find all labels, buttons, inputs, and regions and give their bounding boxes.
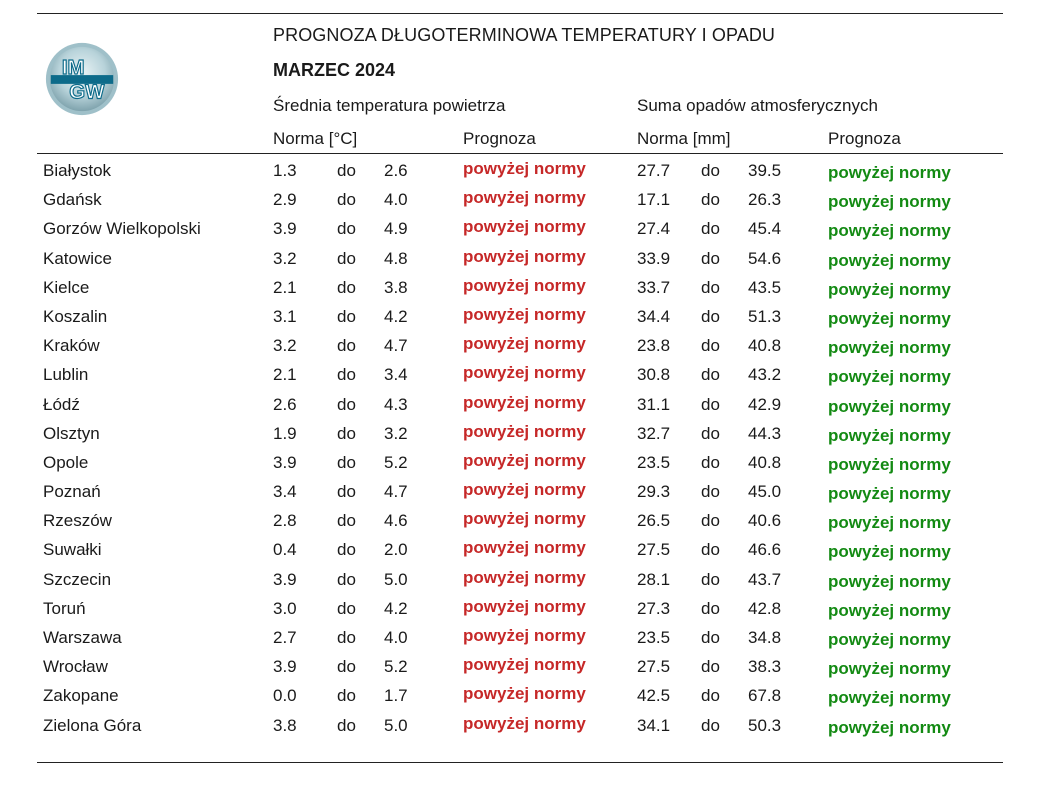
precip-forecast: powyżej normy <box>828 221 951 241</box>
precip-range-sep: do <box>701 657 720 677</box>
city-name: Zakopane <box>43 686 119 706</box>
temp-range-sep: do <box>337 365 356 385</box>
precip-norm-max: 40.8 <box>748 336 782 356</box>
precip-norm-max: 43.5 <box>748 277 782 297</box>
precip-forecast: powyżej normy <box>828 250 951 270</box>
temp-range-sep: do <box>337 598 356 618</box>
temp-range-sep: do <box>337 569 356 589</box>
bottom-rule <box>37 762 1003 763</box>
precip-range-sep: do <box>701 686 720 706</box>
temp-norm-min: 2.1 <box>273 365 297 385</box>
temp-norm-min: 2.6 <box>273 394 297 414</box>
precip-norm-max: 43.2 <box>748 365 782 385</box>
header-rule <box>37 153 1003 154</box>
precip-range-sep: do <box>701 569 720 589</box>
precip-range-sep: do <box>701 482 720 502</box>
precip-norm-min: 27.5 <box>637 657 671 677</box>
table-row <box>0 157 1043 186</box>
temp-norm-min: 3.1 <box>273 306 297 326</box>
precip-range-sep: do <box>701 423 720 443</box>
temp-forecast: powyżej normy <box>463 509 586 529</box>
table-row <box>0 391 1043 420</box>
precip-forecast: powyżej normy <box>828 630 951 649</box>
temp-norm-max: 2.0 <box>384 540 408 560</box>
precip-range-sep: do <box>701 277 720 297</box>
city-name: Rzeszów <box>43 511 112 531</box>
table-row <box>0 478 1043 507</box>
page-title: PROGNOZA DŁUGOTERMINOWA TEMPERATURY I OPADU <box>273 25 776 45</box>
temp-forecast: powyżej normy <box>463 275 586 295</box>
precip-norm-max: 34.8 <box>748 628 782 647</box>
city-name: Kraków <box>43 336 100 356</box>
precip-forecast: powyżej normy <box>828 484 951 504</box>
temp-norm-min: 3.2 <box>273 248 297 268</box>
precip-norm-max: 40.8 <box>748 452 782 472</box>
temp-norm-max: 4.2 <box>384 598 408 618</box>
temp-norm-max: 5.0 <box>384 569 408 589</box>
city-name: Wrocław <box>43 657 108 677</box>
precip-forecast: powyżej normy <box>828 338 951 358</box>
city-name: Opole <box>43 452 89 472</box>
precip-norm-min: 27.4 <box>637 219 671 239</box>
temp-range-sep: do <box>337 511 356 531</box>
temp-norm-min: 2.7 <box>273 628 297 647</box>
temperature-forecast-header: Prognoza <box>463 129 536 148</box>
table-row <box>0 449 1043 478</box>
temp-norm-min: 3.2 <box>273 336 297 356</box>
temp-norm-max: 4.7 <box>384 482 408 502</box>
temp-forecast: powyżej normy <box>463 480 586 500</box>
precip-norm-min: 34.1 <box>637 715 671 735</box>
temp-forecast: powyżej normy <box>463 450 586 470</box>
table-row <box>0 245 1043 274</box>
precip-norm-min: 23.8 <box>637 336 671 356</box>
table-row <box>0 361 1043 390</box>
temp-forecast: powyżej normy <box>463 363 586 383</box>
precipitation-group-header: Suma opadów atmosferycznych <box>637 96 878 115</box>
temp-norm-min: 2.1 <box>273 277 297 297</box>
temp-forecast: powyżej normy <box>463 334 586 354</box>
table-row <box>0 303 1043 332</box>
temp-norm-max: 3.2 <box>384 423 408 443</box>
temp-forecast: powyżej normy <box>463 304 586 324</box>
precip-norm-max: 50.3 <box>748 715 782 735</box>
precip-norm-min: 23.5 <box>637 452 671 472</box>
temp-forecast: powyżej normy <box>463 188 586 208</box>
temp-range-sep: do <box>337 715 356 735</box>
temp-norm-min: 3.9 <box>273 219 297 239</box>
table-row <box>0 536 1043 565</box>
precip-forecast: powyżej normy <box>828 600 951 620</box>
temp-forecast: powyżej normy <box>463 567 586 587</box>
city-name: Poznań <box>43 482 101 502</box>
table-row <box>0 712 1043 741</box>
temp-forecast: powyżej normy <box>463 246 586 266</box>
temp-forecast: powyżej normy <box>463 421 586 441</box>
table-row <box>0 186 1043 215</box>
precip-norm-max: 42.8 <box>748 598 782 618</box>
precip-norm-max: 45.0 <box>748 482 782 502</box>
city-name: Łódź <box>43 394 80 414</box>
temp-norm-max: 5.2 <box>384 452 408 472</box>
precip-range-sep: do <box>701 306 720 326</box>
precip-range-sep: do <box>701 598 720 618</box>
precip-range-sep: do <box>701 628 720 647</box>
precip-norm-max: 26.3 <box>748 190 782 210</box>
precipitation-norm-header: Norma [mm] <box>637 129 731 148</box>
precip-norm-min: 33.7 <box>637 277 671 297</box>
precip-range-sep: do <box>701 219 720 239</box>
table-row <box>0 507 1043 536</box>
precip-norm-min: 32.7 <box>637 423 671 443</box>
temp-norm-max: 4.6 <box>384 511 408 531</box>
precip-range-sep: do <box>701 248 720 268</box>
table-row <box>0 624 1043 653</box>
city-name: Białystok <box>43 161 112 180</box>
precip-norm-max: 38.3 <box>748 657 782 677</box>
temperature-group-header: Średnia temperatura powietrza <box>273 96 506 115</box>
svg-text:IM: IM <box>61 56 85 80</box>
temp-norm-min: 3.8 <box>273 715 297 735</box>
precip-norm-min: 34.4 <box>637 306 671 326</box>
precip-forecast: powyżej normy <box>828 396 951 416</box>
precip-range-sep: do <box>701 161 720 180</box>
city-name: Kielce <box>43 277 90 297</box>
table-row <box>0 653 1043 682</box>
precip-norm-max: 39.5 <box>748 161 782 180</box>
temp-norm-max: 2.6 <box>384 161 408 180</box>
precip-forecast: powyżej normy <box>828 717 951 737</box>
temp-norm-min: 3.9 <box>273 569 297 589</box>
temp-norm-max: 1.7 <box>384 686 408 706</box>
temp-forecast: powyżej normy <box>463 538 586 558</box>
temp-norm-max: 4.0 <box>384 628 408 647</box>
table-row <box>0 566 1043 595</box>
precip-forecast: powyżej normy <box>828 192 951 212</box>
precip-norm-min: 42.5 <box>637 686 671 706</box>
temp-forecast: powyżej normy <box>463 392 586 412</box>
temp-forecast: powyżej normy <box>463 626 586 645</box>
temp-norm-max: 5.0 <box>384 715 408 735</box>
city-name: Olsztyn <box>43 423 100 443</box>
temp-range-sep: do <box>337 161 356 180</box>
temp-range-sep: do <box>337 277 356 297</box>
temp-norm-max: 4.3 <box>384 394 408 414</box>
precip-norm-min: 30.8 <box>637 365 671 385</box>
precip-norm-min: 28.1 <box>637 569 671 589</box>
city-name: Lublin <box>43 365 89 385</box>
temp-forecast: powyżej normy <box>463 217 586 237</box>
precip-range-sep: do <box>701 511 720 531</box>
precip-forecast: powyżej normy <box>828 542 951 562</box>
precip-range-sep: do <box>701 190 720 210</box>
table-row <box>0 420 1043 449</box>
precip-norm-min: 27.7 <box>637 161 671 180</box>
temp-range-sep: do <box>337 394 356 414</box>
precip-norm-max: 46.6 <box>748 540 782 560</box>
precip-forecast: powyżej normy <box>828 279 951 299</box>
precip-range-sep: do <box>701 540 720 560</box>
precip-forecast: powyżej normy <box>828 571 951 591</box>
precipitation-forecast-header: Prognoza <box>828 129 901 148</box>
precip-range-sep: do <box>701 365 720 385</box>
precip-norm-min: 27.5 <box>637 540 671 560</box>
temp-forecast: powyżej normy <box>463 596 586 616</box>
precip-norm-max: 54.6 <box>748 248 782 268</box>
temp-forecast: powyżej normy <box>463 655 586 675</box>
precip-range-sep: do <box>701 452 720 472</box>
temp-norm-min: 0.0 <box>273 686 297 706</box>
month-label: MARZEC 2024 <box>273 60 396 80</box>
temp-range-sep: do <box>337 190 356 210</box>
temp-range-sep: do <box>337 452 356 472</box>
precip-norm-min: 17.1 <box>637 190 671 210</box>
city-name: Suwałki <box>43 540 102 560</box>
temp-norm-max: 3.4 <box>384 365 408 385</box>
precip-norm-max: 40.6 <box>748 511 782 531</box>
precip-norm-max: 43.7 <box>748 569 782 589</box>
precip-norm-min: 26.5 <box>637 511 671 531</box>
precip-range-sep: do <box>701 394 720 414</box>
temp-range-sep: do <box>337 423 356 443</box>
temp-norm-min: 3.9 <box>273 657 297 677</box>
temp-range-sep: do <box>337 336 356 356</box>
temp-norm-min: 3.9 <box>273 452 297 472</box>
precip-forecast: powyżej normy <box>828 367 951 387</box>
temp-norm-max: 4.8 <box>384 248 408 268</box>
temp-norm-min: 0.4 <box>273 540 297 560</box>
precip-norm-min: 33.9 <box>637 248 671 268</box>
precip-forecast: powyżej normy <box>828 513 951 533</box>
temp-range-sep: do <box>337 306 356 326</box>
precip-forecast: powyżej normy <box>828 163 951 182</box>
temp-norm-max: 4.7 <box>384 336 408 356</box>
precip-forecast: powyżej normy <box>828 308 951 328</box>
temp-norm-max: 4.2 <box>384 306 408 326</box>
precip-forecast: powyżej normy <box>828 659 951 679</box>
temp-norm-min: 1.9 <box>273 423 297 443</box>
temp-range-sep: do <box>337 482 356 502</box>
precip-norm-min: 29.3 <box>637 482 671 502</box>
temp-range-sep: do <box>337 686 356 706</box>
temp-range-sep: do <box>337 657 356 677</box>
temp-range-sep: do <box>337 219 356 239</box>
precip-norm-max: 44.3 <box>748 423 782 443</box>
city-name: Gdańsk <box>43 190 102 210</box>
temp-norm-min: 2.9 <box>273 190 297 210</box>
precip-norm-min: 31.1 <box>637 394 671 414</box>
forecast-table <box>0 157 1043 741</box>
temp-norm-min: 3.0 <box>273 598 297 618</box>
temp-norm-min: 3.4 <box>273 482 297 502</box>
table-row <box>0 682 1043 711</box>
precip-forecast: powyżej normy <box>828 425 951 445</box>
precip-forecast: powyżej normy <box>828 688 951 708</box>
table-row <box>0 215 1043 244</box>
precip-norm-max: 45.4 <box>748 219 782 239</box>
table-row <box>0 595 1043 624</box>
precip-norm-min: 23.5 <box>637 628 671 647</box>
temp-norm-min: 2.8 <box>273 511 297 531</box>
svg-text:GW: GW <box>69 80 105 104</box>
precip-norm-max: 51.3 <box>748 306 782 326</box>
temp-forecast: powyżej normy <box>463 684 586 704</box>
city-name: Toruń <box>43 598 86 618</box>
temp-forecast: powyżej normy <box>463 159 586 178</box>
temp-forecast: powyżej normy <box>463 713 586 733</box>
temp-norm-min: 1.3 <box>273 161 297 180</box>
temp-norm-max: 4.9 <box>384 219 408 239</box>
precip-forecast: powyżej normy <box>828 454 951 474</box>
city-name: Katowice <box>43 248 112 268</box>
temperature-norm-header: Norma [°C] <box>273 129 358 148</box>
temp-range-sep: do <box>337 540 356 560</box>
temp-range-sep: do <box>337 248 356 268</box>
table-row <box>0 332 1043 361</box>
city-name: Zielona Góra <box>43 715 142 735</box>
temp-range-sep: do <box>337 628 356 647</box>
precip-range-sep: do <box>701 715 720 735</box>
temp-norm-max: 3.8 <box>384 277 408 297</box>
top-rule <box>37 13 1003 14</box>
temp-norm-max: 5.2 <box>384 657 408 677</box>
precip-norm-max: 42.9 <box>748 394 782 414</box>
precip-range-sep: do <box>701 336 720 356</box>
table-row <box>0 274 1043 303</box>
temp-norm-max: 4.0 <box>384 190 408 210</box>
city-name: Warszawa <box>43 628 122 647</box>
precip-norm-min: 27.3 <box>637 598 671 618</box>
city-name: Koszalin <box>43 306 108 326</box>
imgw-logo <box>43 40 121 118</box>
city-name: Gorzów Wielkopolski <box>43 219 201 239</box>
city-name: Szczecin <box>43 569 112 589</box>
precip-norm-max: 67.8 <box>748 686 782 706</box>
